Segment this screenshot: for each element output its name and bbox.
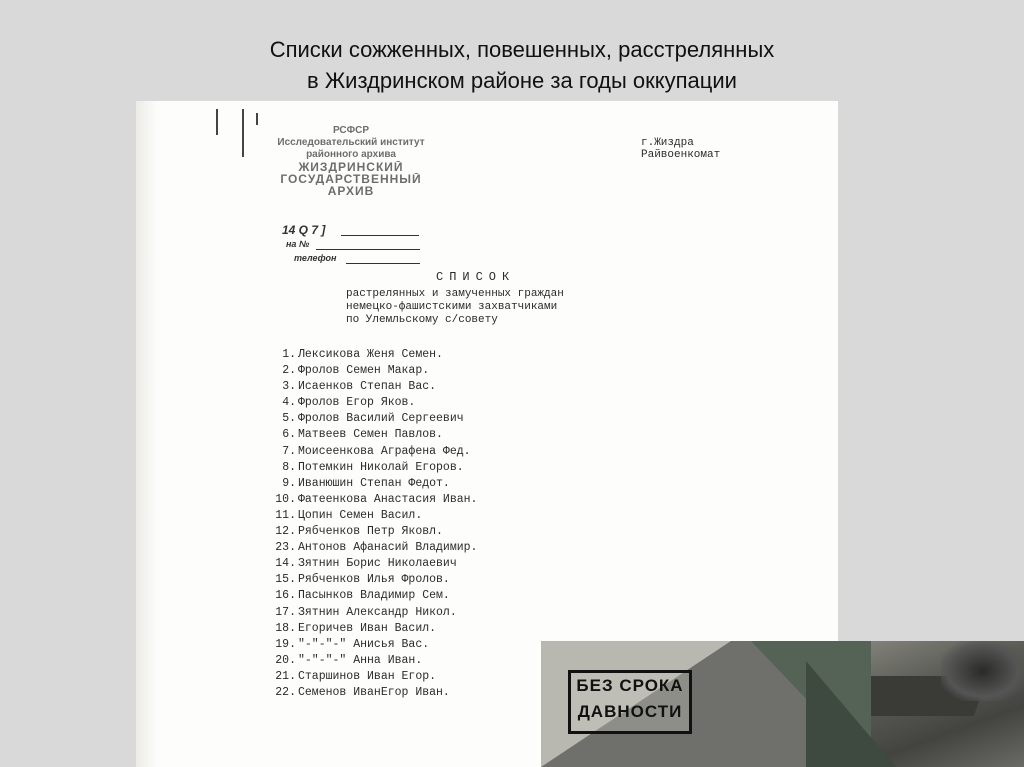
- stamp-date: 14 Q 7 ]: [282, 223, 326, 237]
- list-item-name: Зятнин Борис Николаевич: [298, 557, 457, 571]
- smoke-cloud: [941, 641, 1024, 701]
- project-logo: [568, 670, 692, 734]
- list-item: [274, 411, 477, 427]
- list-item-name: Пасынков Владимир Сем.: [298, 589, 450, 603]
- stamp-line-6: АРХИВ: [327, 185, 375, 197]
- list-item: [274, 669, 477, 685]
- addressee-line-2: Райвоенкомат: [641, 149, 721, 161]
- list-item-name: "-"-"-" Анисья Вас.: [298, 637, 430, 651]
- list-item-number: 3.: [282, 380, 296, 394]
- list-item-name: Антонов Афанасий Владимир.: [298, 541, 478, 555]
- list-item-number: 23.: [275, 541, 296, 555]
- addressee-block: [641, 137, 720, 161]
- no-rule: [316, 249, 420, 250]
- list-item-number: 15.: [275, 573, 296, 587]
- list-item-name: Исаенков Степан Вас.: [298, 380, 437, 394]
- list-item-number: 19.: [275, 637, 296, 651]
- list-item: [274, 492, 477, 508]
- list-item: [274, 395, 477, 411]
- list-item: [274, 621, 477, 637]
- list-item-name: Рябченков Илья Фролов.: [298, 573, 450, 587]
- phone-rule: [346, 263, 420, 264]
- margin-marks: [214, 109, 274, 159]
- list-item: [274, 572, 477, 588]
- list-item-number: 17.: [275, 605, 296, 619]
- list-item: [274, 460, 477, 476]
- archive-stamp: [276, 125, 426, 197]
- list-item: [274, 685, 477, 701]
- list-item-name: Фролов Егор Яков.: [298, 396, 416, 410]
- victim-list: [274, 347, 477, 701]
- list-item-name: Цопин Семен Васил.: [298, 508, 423, 522]
- slide-title-line-2: в Жиздринском районе за годы оккупации: [307, 68, 737, 93]
- list-item-name: Зятнин Александр Никол.: [298, 605, 457, 619]
- list-item: [274, 476, 477, 492]
- list-item-name: Матвеев Семен Павлов.: [298, 428, 443, 442]
- list-item-name: Фатеенкова Анастасия Иван.: [298, 492, 478, 506]
- subtitle-line-2: немецко-фашистскими захватчиками: [346, 301, 558, 313]
- list-item-number: 8.: [282, 460, 296, 474]
- list-item-number: 14.: [275, 557, 296, 571]
- date-rule: [341, 235, 419, 236]
- list-item-name: "-"-"-" Анна Иван.: [298, 653, 423, 667]
- list-item-name: Фролов Василий Сергеевич: [298, 412, 464, 426]
- stamp-line-4: ЖИЗДРИНСКИЙ: [298, 161, 404, 173]
- logo-line-2: ДАВНОСТИ: [577, 702, 683, 721]
- list-item: [274, 556, 477, 572]
- list-item-name: Егоричев Иван Васил.: [298, 621, 437, 635]
- slide-title: [0, 34, 1024, 96]
- list-item-number: 9.: [282, 476, 296, 490]
- list-item: [274, 508, 477, 524]
- logo-line-1: БЕЗ СРОКА: [576, 676, 684, 695]
- list-item: [274, 347, 477, 363]
- stamp-line-5: ГОСУДАРСТВЕННЫЙ: [280, 173, 422, 185]
- subtitle-line-1: растрелянных и замученных граждан: [346, 288, 564, 300]
- stamp-line-1: РСФСР: [332, 125, 370, 136]
- list-item: [274, 524, 477, 540]
- list-item-number: 1.: [282, 348, 296, 361]
- list-item-number: 16.: [275, 589, 296, 603]
- list-item-name: Семенов ИванЕгор Иван.: [298, 685, 450, 699]
- project-banner: [541, 641, 1024, 767]
- scan-edge-shadow: [136, 101, 158, 767]
- list-item: [274, 653, 477, 669]
- list-item-name: Старшинов Иван Егор.: [298, 669, 437, 683]
- list-item-number: 4.: [282, 396, 296, 410]
- stamp-no-label: на №: [286, 239, 310, 249]
- subtitle-line-3: по Улемльскому с/совету: [346, 314, 498, 326]
- list-item-number: 11.: [275, 508, 296, 522]
- list-item-name: Фролов Семен Макар.: [298, 364, 430, 378]
- list-item-number: 21.: [275, 669, 296, 683]
- list-item-name: Рябченков Петр Яковл.: [298, 525, 443, 539]
- list-item: [274, 379, 477, 395]
- document-heading: СПИСОК: [436, 270, 516, 284]
- stamp-phone-label: телефон: [294, 253, 337, 263]
- list-item: [274, 363, 477, 379]
- list-item-name: Лексикова Женя Семен.: [298, 348, 443, 361]
- list-item: [274, 588, 477, 604]
- list-item-number: 2.: [282, 364, 296, 378]
- list-item-number: 6.: [282, 428, 296, 442]
- list-item-name: Иванюшин Степан Федот.: [298, 476, 450, 490]
- list-item: [274, 637, 477, 653]
- list-item-number: 10.: [275, 492, 296, 506]
- list-item-name: Потемкин Николай Егоров.: [298, 460, 464, 474]
- stamp-line-2: Исследовательский институт: [277, 137, 425, 148]
- list-item: [274, 605, 477, 621]
- list-item-number: 22.: [275, 685, 296, 699]
- slide-title-line-1: Списки сожженных, повешенных, расстрелянных: [269, 37, 775, 62]
- list-item-number: 5.: [282, 412, 296, 426]
- banner-triangle-dark: [806, 661, 896, 767]
- list-item: [274, 427, 477, 443]
- list-item: [274, 540, 477, 556]
- stamp-line-3: районного архива: [306, 149, 396, 160]
- addressee-line-1: г.Жиздра: [641, 137, 694, 149]
- list-item-number: 12.: [275, 525, 296, 539]
- list-item-number: 18.: [275, 621, 296, 635]
- list-item-name: Моисеенкова Аграфена Фед.: [298, 444, 471, 458]
- list-item-number: 7.: [282, 444, 296, 458]
- list-item-number: 20.: [275, 653, 296, 667]
- document-subtitle: [346, 288, 564, 327]
- list-item: [274, 444, 477, 460]
